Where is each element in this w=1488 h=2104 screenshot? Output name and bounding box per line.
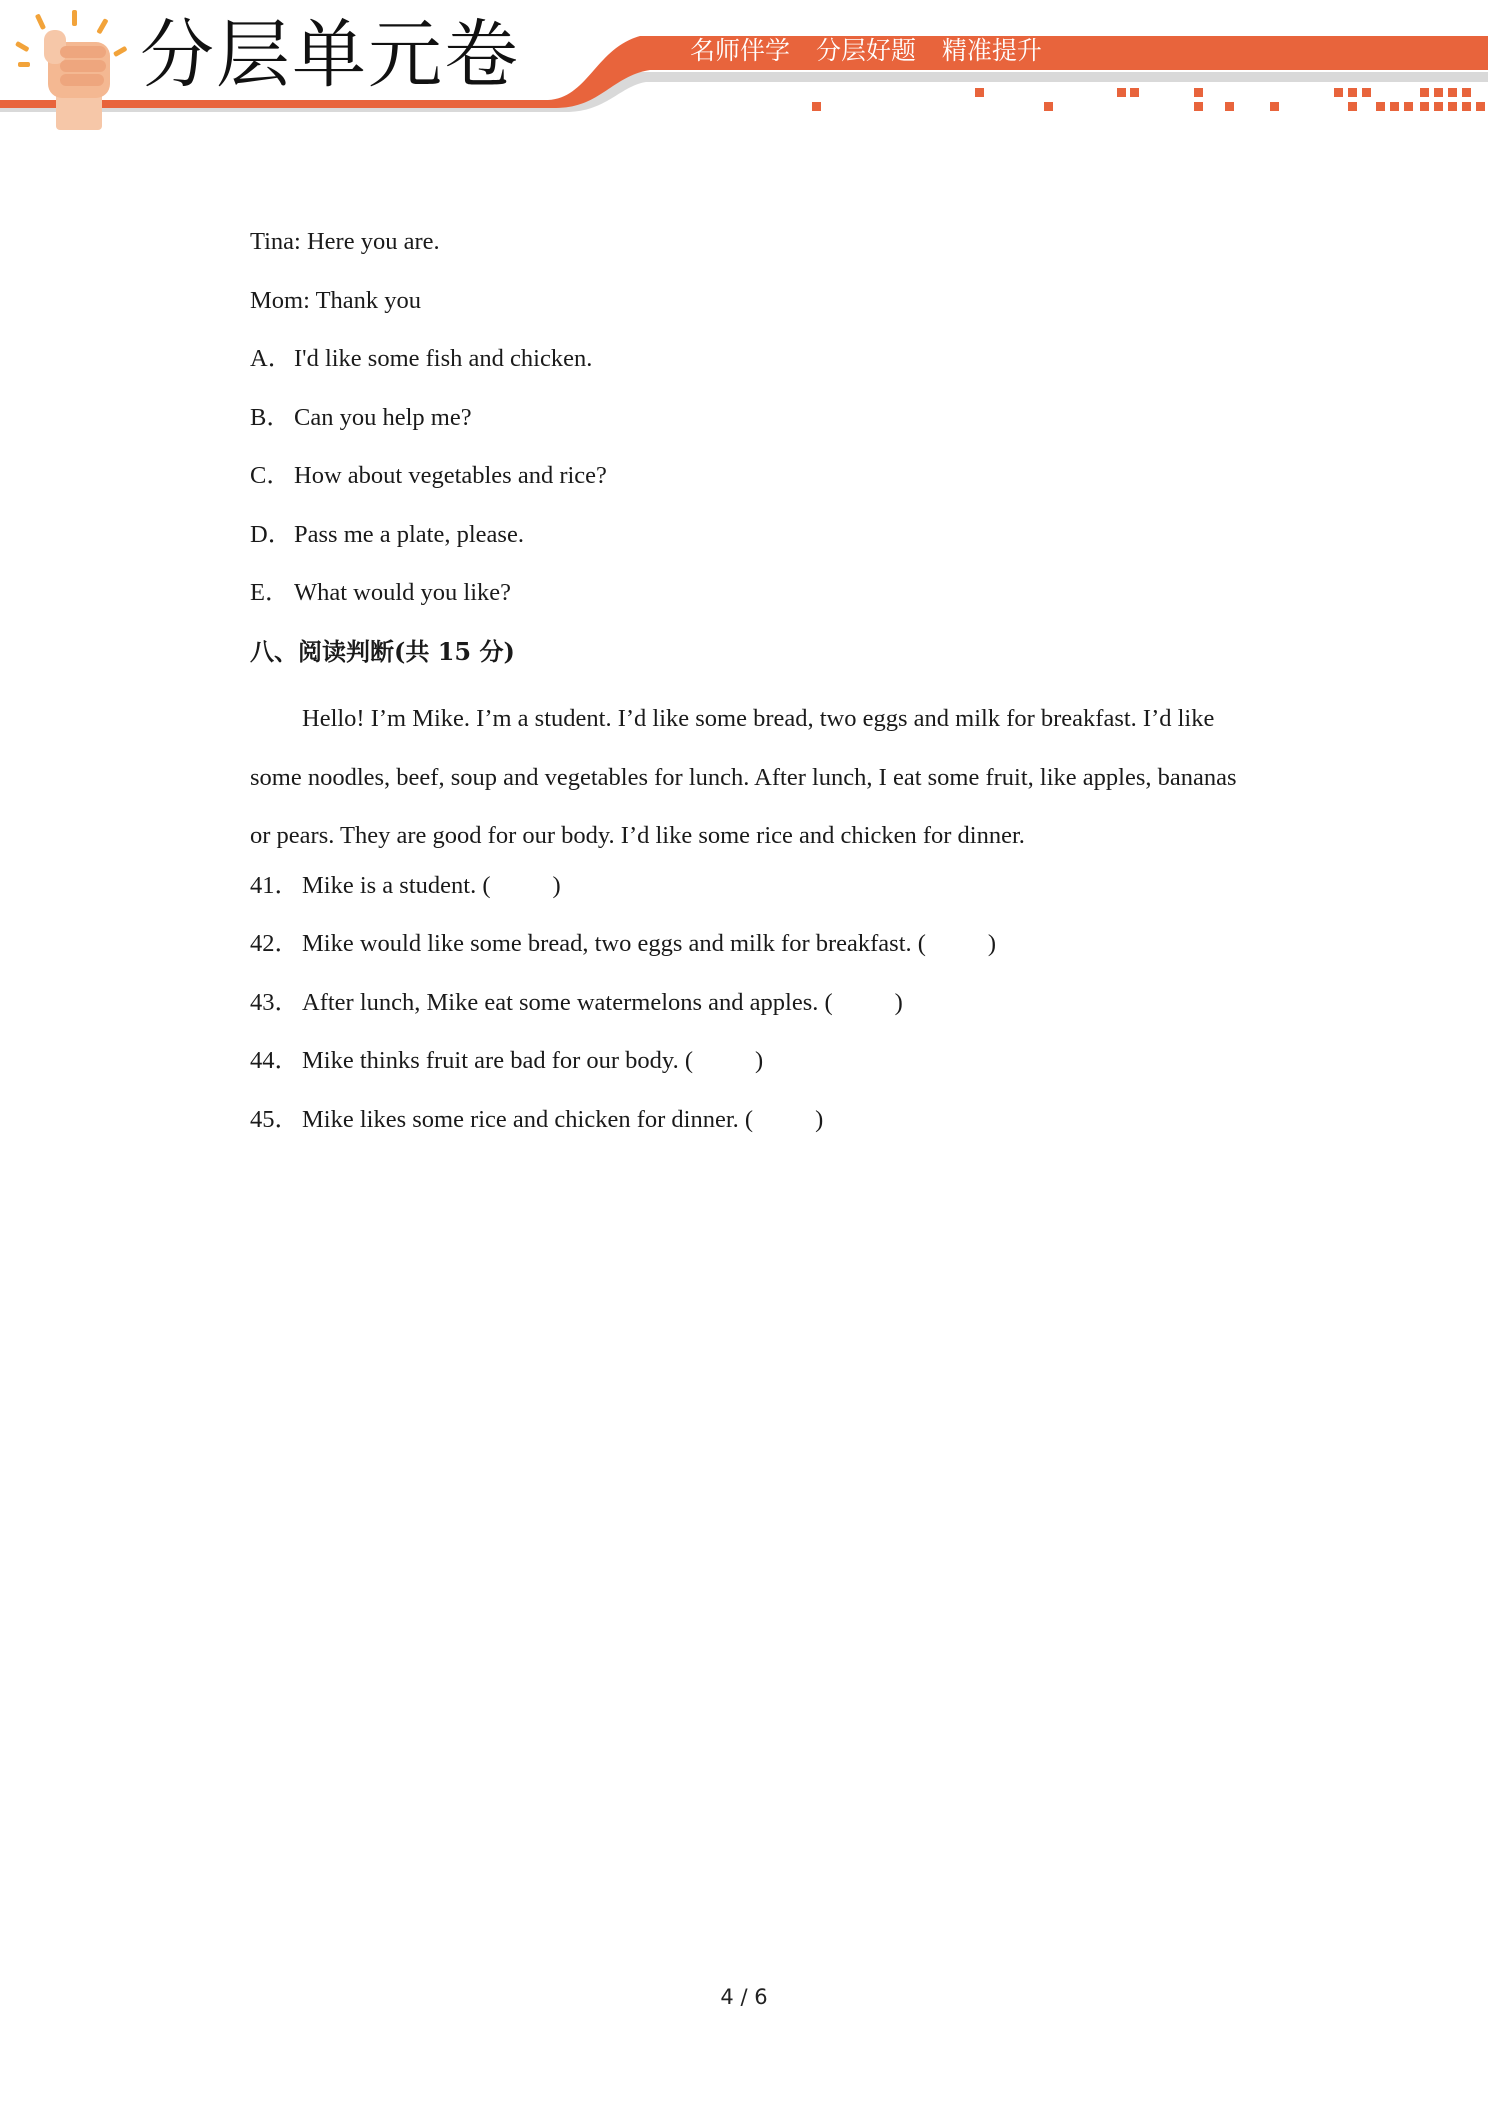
question-close: ) — [987, 930, 997, 957]
option-text: How about vegetables and rice? — [294, 462, 607, 489]
question-text: Mike likes some rice and chicken for dinner. ( — [302, 1105, 754, 1133]
header-slogan: 名师伴学 分层好题 精准提升 — [690, 36, 1042, 65]
question-42 — [250, 924, 1250, 983]
option-d — [250, 515, 1250, 574]
question-41 — [250, 866, 1250, 925]
option-text: What would you like? — [294, 579, 512, 606]
question-text: Mike is a student. ( — [302, 871, 491, 899]
question-number: 41． — [250, 871, 299, 899]
dialogue-line: Tina: Here you are. — [250, 228, 440, 255]
question-number: 45． — [250, 1105, 299, 1133]
worksheet-content — [250, 222, 1250, 1158]
option-letter: C． — [250, 462, 291, 489]
decorative-squares — [812, 88, 1485, 111]
section-title: 八、阅读判断(共 15 分) — [250, 636, 515, 666]
question-45 — [250, 1100, 1250, 1159]
option-a — [250, 339, 1250, 398]
question-close: ) — [815, 1105, 824, 1133]
question-number: 44． — [250, 1047, 299, 1074]
question-close: ) — [755, 1047, 764, 1074]
option-e — [250, 573, 1250, 632]
page-number: 4 / 6 — [720, 1985, 768, 2009]
reading-passage: Hello! I’m Mike. I’m a student. I’d like some bread, two eggs and milk for breakfast. I’d like some noodles, beef, soup and vegetables for lunch. After lunch, I eat some fruit, like apples, bananas or pears. They are good for our body. I’d like some rice and chicken for dinner. — [250, 705, 1237, 849]
question-44 — [250, 1041, 1250, 1100]
brand-title: 分层单元卷 — [140, 12, 520, 98]
option-letter: E． — [250, 579, 290, 606]
option-text: Pass me a plate, please. — [294, 520, 524, 548]
option-b — [250, 398, 1250, 457]
option-letter: A． — [250, 345, 293, 372]
question-text: Mike would like some bread, two eggs and milk for breakfast. ( — [302, 930, 926, 957]
question-43 — [250, 983, 1250, 1042]
question-close: ) — [552, 871, 561, 899]
question-text: Mike thinks fruit are bad for our body. ( — [302, 1047, 693, 1074]
option-letter: D． — [250, 520, 293, 548]
option-text: I'd like some fish and chicken. — [294, 345, 593, 372]
question-text: After lunch, Mike eat some watermelons and apples. ( — [302, 988, 833, 1016]
question-number: 42． — [250, 930, 299, 957]
question-number: 43． — [250, 988, 299, 1016]
question-close: ) — [894, 988, 903, 1016]
page-header — [0, 0, 1488, 140]
option-text: Can you help me? — [294, 403, 472, 431]
option-letter: B． — [250, 403, 291, 431]
dialogue-line: Mom: Thank you — [250, 286, 422, 314]
option-c — [250, 456, 1250, 515]
